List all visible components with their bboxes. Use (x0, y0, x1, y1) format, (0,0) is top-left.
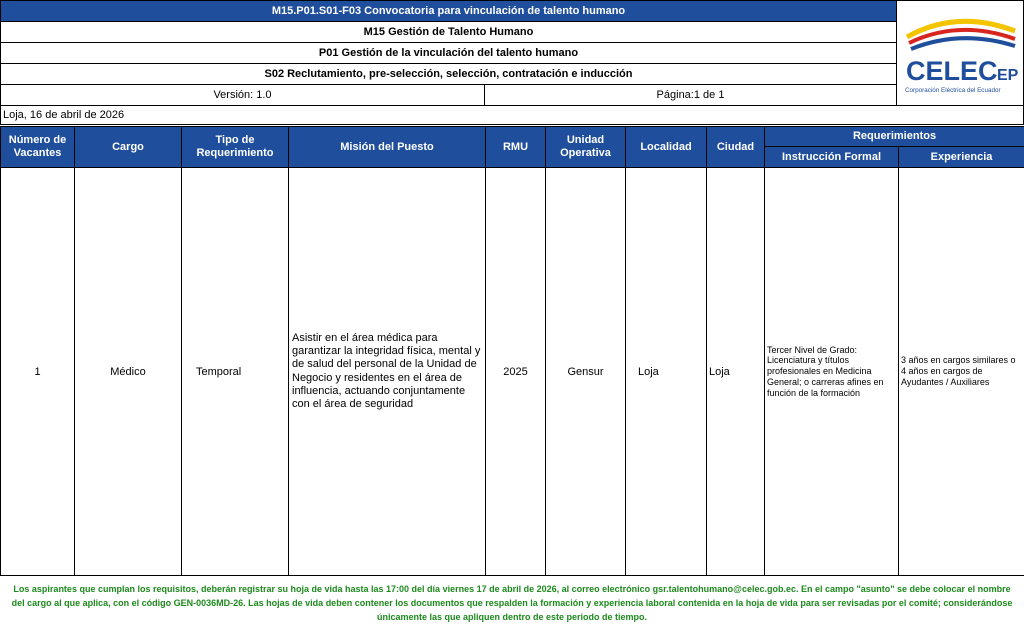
header-tipo: Tipo de Requerimiento (182, 127, 289, 168)
vacancy-table (0, 126, 1024, 576)
page-number: Página:1 de 1 (656, 89, 725, 101)
cell-localidad: Loja (626, 168, 707, 576)
celec-logo (897, 0, 1024, 106)
logo-tagline: Corporación Eléctrica del Ecuador (905, 87, 1001, 94)
header-instruccion: Instrucción Formal (765, 147, 899, 168)
celec-logo-icon (897, 1, 1024, 107)
header-ciudad: Ciudad (707, 127, 765, 168)
header-mision: Misión del Puesto (289, 127, 486, 168)
header-requerimientos: Requerimientos (765, 127, 1024, 147)
cell-ciudad: Loja (707, 168, 765, 576)
process: P01 Gestión de la vinculación del talento humano (0, 43, 897, 64)
application-notice: Los aspirantes que cumplan los requisitos, deberán registrar su hoja de vida hasta las 17:00 del día viernes 17 de abril de 2026, al correo electrónico gsr.talentohumano@celec.gob.ec. En el campo "asunto" se debe colocar el nombre del cargo al que aplica, con el código GEN-0036MD-26. Las hojas de vida deben contener los documentos que respalden la formación y experiencia laboral contenida en la hoja de vida para ser revisadas por el comité; considerándose únicamente las que apliquen dentro de este periodo de tiempo. (11, 584, 1013, 622)
cell-mision: Asistir en el área médica para garantizar la integridad física, mental y de salud del personal de la Unidad de Negocio y residentes en el área de influencia, actuando conjuntamente con el área de seguridad (289, 168, 486, 576)
header-unidad: Unidad Operativa (546, 127, 626, 168)
version-page-row (0, 85, 897, 106)
header-cargo: Cargo (75, 127, 182, 168)
subprocess: S02 Reclutamiento, pre-selección, selección, contratación e inducción (0, 64, 897, 85)
logo-brand: CELEC (906, 56, 998, 86)
cell-tipo: Temporal (182, 168, 289, 576)
cell-instruccion: Tercer Nivel de Grado: Licenciatura y títulos profesionales en Medicina General; o carreras afines en función de la formación (765, 168, 899, 576)
cell-cargo: Médico (75, 168, 182, 576)
header-localidad: Localidad (626, 127, 707, 168)
logo-suffix: EP (997, 67, 1019, 84)
cell-unidad: Gensur (546, 168, 626, 576)
header-experiencia: Experiencia (899, 147, 1024, 168)
form-title: M15.P01.S01-F03 Convocatoria para vinculación de talento humano (0, 0, 897, 22)
cell-rmu: 2025 (486, 168, 546, 576)
header-rmu: RMU (486, 127, 546, 168)
cell-experiencia: 3 años en cargos similares o 4 años en cargos de Ayudantes / Auxiliares (899, 168, 1024, 576)
header-vacantes: Número de Vacantes (1, 127, 75, 168)
date-line: Loja, 16 de abril de 2026 (0, 106, 1024, 125)
table-row (1, 168, 1024, 576)
version: Versión: 1.0 (1, 85, 485, 105)
cell-vacantes: 1 (1, 168, 75, 576)
macro-process: M15 Gestión de Talento Humano (0, 22, 897, 43)
